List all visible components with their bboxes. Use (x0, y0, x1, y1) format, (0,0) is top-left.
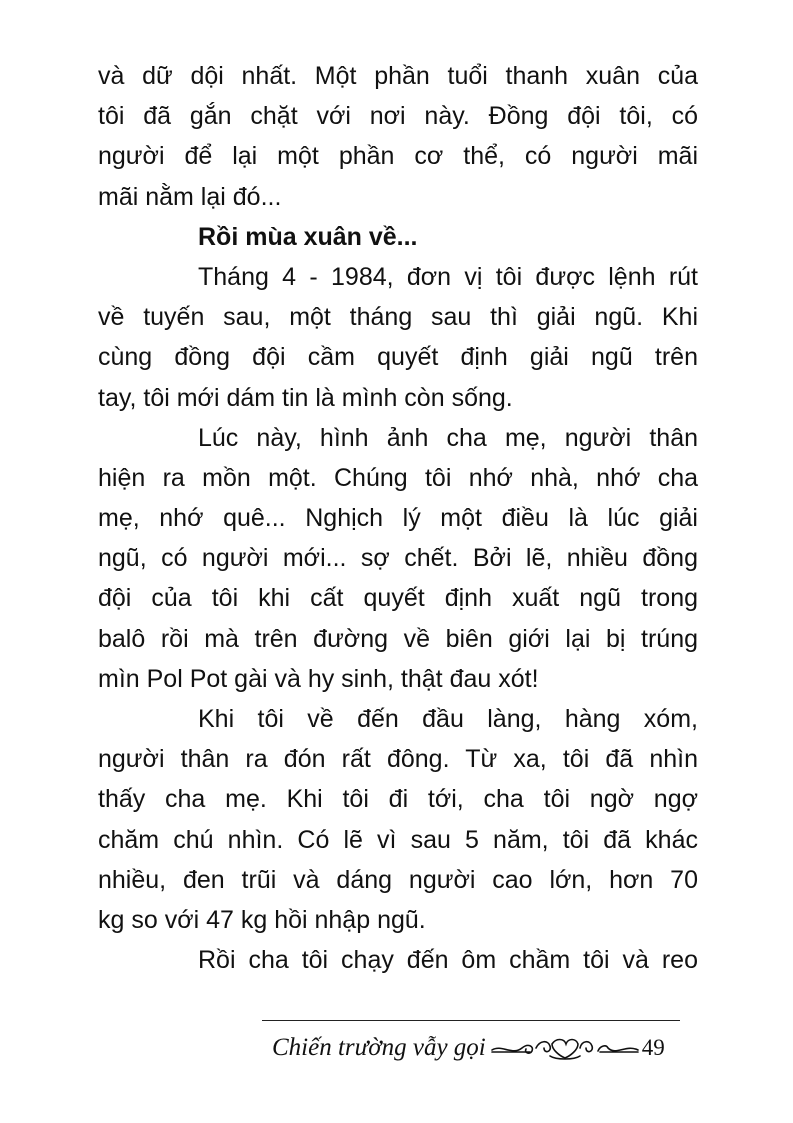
section-heading: Rồi mùa xuân về... (198, 222, 418, 251)
text-line: chăm chú nhìn. Có lẽ vì sau 5 năm, tôi đã khác (98, 825, 698, 854)
text-line: Tháng 4 - 1984, đơn vị tôi được lệnh rút (198, 262, 698, 291)
page-footer (272, 1028, 692, 1068)
text-line: hiện ra mồn một. Chúng tôi nhớ nhà, nhớ cha (98, 463, 698, 492)
flourish-ornament-icon (490, 1034, 640, 1062)
text-line: Lúc này, hình ảnh cha mẹ, người thân (198, 423, 698, 452)
text-line: ngũ, có người mới... sợ chết. Bởi lẽ, nhiều đồng (98, 544, 698, 573)
text-line: kg so với 47 kg hồi nhập ngũ. (98, 905, 426, 934)
body-text (98, 56, 698, 980)
text-line: tay, tôi mới dám tin là mình còn sống. (98, 383, 513, 412)
text-line: Rồi cha tôi chạy đến ôm chầm tôi và reo (198, 946, 698, 975)
text-line: người để lại một phần cơ thể, có người mãi (98, 142, 698, 171)
text-line: về tuyến sau, một tháng sau thì giải ngũ. Khi (98, 303, 698, 332)
text-line: người thân ra đón rất đông. Từ xa, tôi đã nhìn (98, 745, 698, 774)
text-line: nhiều, đen trũi và dáng người cao lớn, hơn 70 (98, 865, 698, 894)
page-number: 49 (641, 1035, 665, 1060)
text-line: đội của tôi khi cất quyết định xuất ngũ trong (98, 584, 698, 613)
footer-rule (262, 1020, 680, 1021)
text-line: mãi nằm lại đó... (98, 182, 282, 211)
text-line: thấy cha mẹ. Khi tôi đi tới, cha tôi ngờ ngợ (98, 785, 698, 814)
text-line: mìn Pol Pot gài và hy sinh, thật đau xót! (98, 664, 539, 693)
running-title: Chiến trường vẫy gọi (272, 1034, 486, 1061)
text-line: cùng đồng đội cầm quyết định giải ngũ trên (98, 343, 698, 372)
text-line: mẹ, nhớ quê... Nghịch lý một điều là lúc giải (98, 504, 698, 533)
text-line: Khi tôi về đến đầu làng, hàng xóm, (198, 705, 698, 733)
text-line: và dữ dội nhất. Một phần tuổi thanh xuân của (98, 62, 698, 90)
text-line: balô rồi mà trên đường về biên giới lại bị trúng (98, 624, 698, 653)
text-line: tôi đã gắn chặt với nơi này. Đồng đội tôi, có (98, 102, 698, 131)
